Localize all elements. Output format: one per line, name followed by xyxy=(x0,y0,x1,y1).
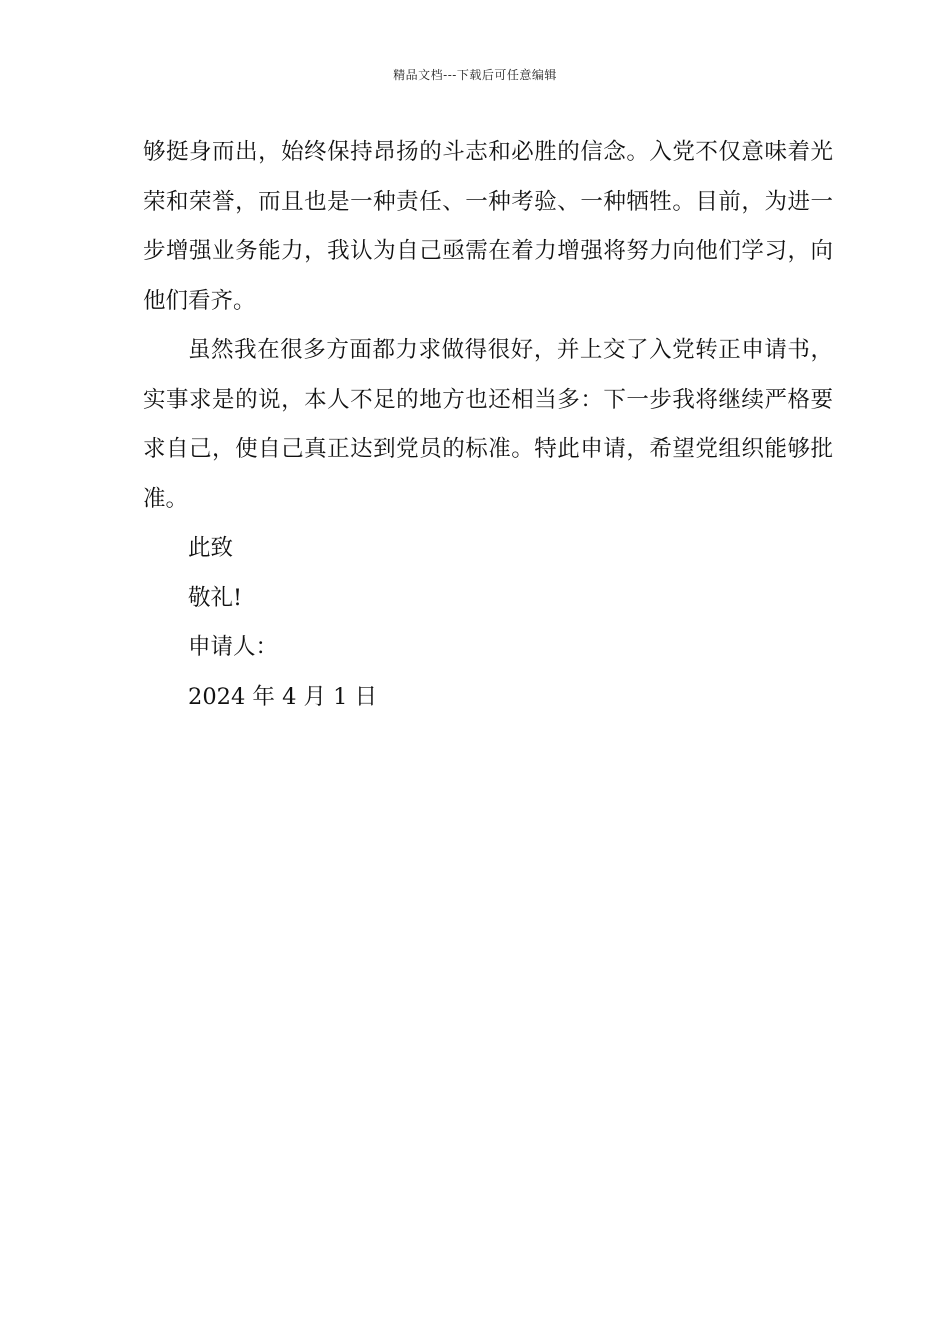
date-line: 2024 年 4 月 1 日 xyxy=(188,683,378,710)
document-body xyxy=(143,128,833,722)
salutation: 此致 xyxy=(188,535,234,561)
body-paragraph-continued: 够挺身而出，始终保持昂扬的斗志和必胜的信念。入党不仅意味着光荣和荣誉，而且也是一种责任、一种考验、一种牺牲。目前，为进一步增强业务能力，我认为自己亟需在着力增强将努力向他们学习，向他们看齐。 xyxy=(143,139,833,314)
page-header: 精品文档---下载后可任意编辑 xyxy=(393,68,557,82)
regards: 敬礼! xyxy=(188,584,243,611)
body-paragraph: 虽然我在很多方面都力求做得很好，并上交了入党转正申请书，实事求是的说，本人不足的地方也还相当多：下一步我将继续严格要求自己，使自己真正达到党员的标准。特此申请，希望党组织能够批准。 xyxy=(143,337,833,512)
applicant-label: 申请人： xyxy=(188,634,279,660)
